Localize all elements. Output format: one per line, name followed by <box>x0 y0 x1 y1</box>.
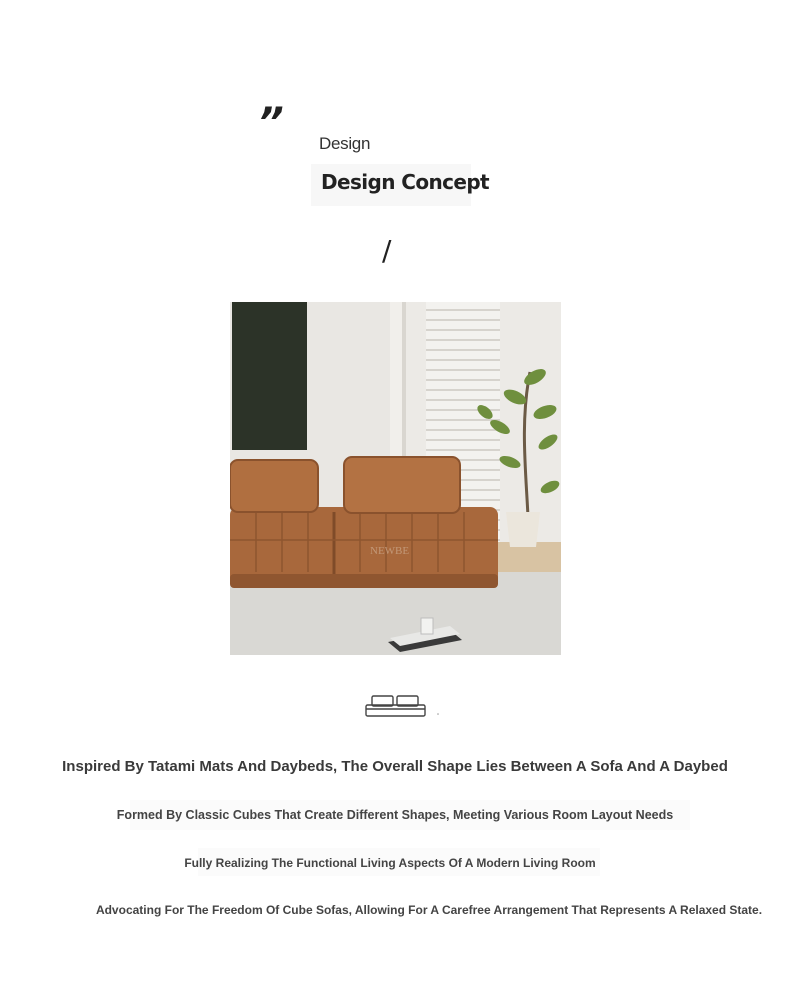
page-title: Design Concept <box>321 170 489 194</box>
quote-mark: ” <box>258 100 282 146</box>
watermark-text: NEWBE <box>370 545 410 557</box>
sofa-outline-icon <box>364 694 442 720</box>
description-line-4: Advocating For The Freedom Of Cube Sofas, Allowing For A Carefree Arrangement That Represents A Relaxed State. <box>95 903 763 917</box>
sofa-photo <box>230 302 561 655</box>
description-line-3: Fully Realizing The Functional Living Aspects Of A Modern Living Room <box>184 856 596 870</box>
description-line-2: Formed By Classic Cubes That Create Different Shapes, Meeting Various Room Layout Needs <box>116 808 674 822</box>
description-line-1: Inspired By Tatami Mats And Daybeds, The Overall Shape Lies Between A Sofa And A Daybed <box>62 758 728 775</box>
separator-slash: / <box>382 234 392 267</box>
section-eyebrow: Design <box>319 134 371 153</box>
